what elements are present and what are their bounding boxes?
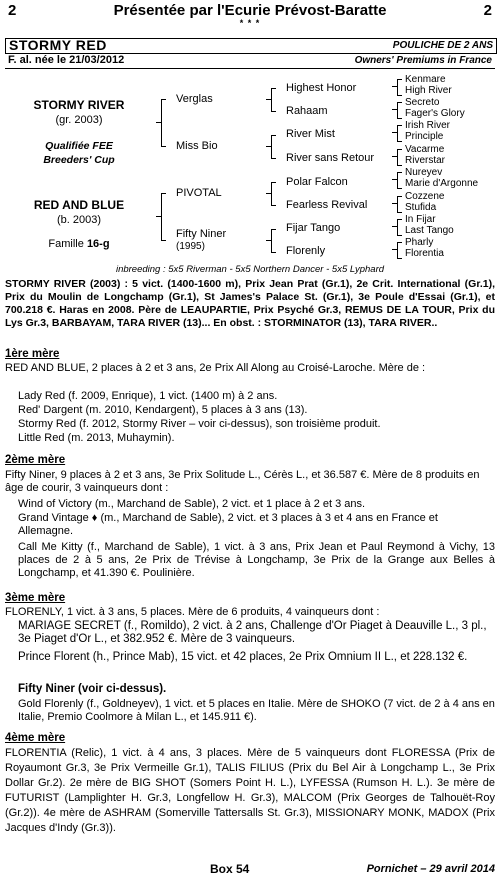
gen4-name: Fager's Glory (405, 108, 465, 119)
bracket-tick (392, 179, 397, 180)
dam1-intro: RED AND BLUE, 2 places à 2 et 3 ans, 2e Prix All Along au Croisé-Laroche. Mère de : (5, 362, 426, 374)
gen4-name: Principle (405, 131, 444, 142)
consignor-title: Présentée par l'Ecurie Prévost-Baratte (113, 2, 387, 19)
bracket-tick (392, 109, 397, 110)
gen4-name: Secreto (405, 97, 440, 108)
gen4-name: Kenmare (405, 74, 446, 85)
section-2nd-dam: 2ème mère (5, 454, 66, 466)
sire-name: STORMY RIVER (33, 98, 125, 112)
gen4-name: Irish River (405, 120, 451, 131)
dam2-produce: Grand Vintage ♦ (m., Marchand de Sable), 2 vict. et 3 places à 3 et 4 ans en France et Allemagne. (18, 512, 438, 537)
sire-note-1: Qualifiée FEE (45, 140, 113, 152)
gen4-name: In Fijar (405, 214, 436, 225)
gen3-name: Polar Falcon (286, 176, 348, 188)
gen3-name: Rahaam (286, 105, 328, 117)
page-number-right: 2 (483, 2, 492, 19)
gen3-name: Florenly (286, 245, 326, 257)
page-number-left: 2 (8, 2, 17, 19)
gen4-name: High River (405, 85, 452, 96)
bracket (271, 88, 276, 112)
bracket-tick (392, 249, 397, 250)
bracket-tick (392, 226, 397, 227)
bracket (161, 99, 166, 147)
bracket (397, 172, 402, 189)
sire-paragraph: STORMY RIVER (2003) : 5 vict. (1400-1600 m), Prix Jean Prat (Gr.1), 2e Crit. International (Gr.1), Prix du Moulin de Longchamp (Gr.1), St James's Palace St. (Gr.1), 3e Poule d'Essai (Gr.1), et 700.218 €. Haras en 2008. Père de LEAUPARTIE, Prix Psyché Gr.3, REMUS DE LA TOUR, Prix du Lys Gr.3, BARBAYAM, TARA RIVER (13)... En obst. : STORMINATOR (13), TARA RIVER.. (5, 278, 495, 329)
gen2-name: PIVOTAL (176, 187, 222, 199)
bracket (397, 149, 402, 166)
bracket-tick (266, 193, 271, 194)
bracket-tick (392, 86, 397, 87)
gen3-name: Highest Honor (286, 82, 357, 94)
bracket-tick (266, 146, 271, 147)
section-3rd-dam: 3ème mère (5, 592, 66, 604)
dam2-produce: Call Me Kitty (f., Marchand de Sable), 1 vict. à 3 ans, Prix Jean et Paul Reymond à Vichy, 13 places de 2 à 5 ans, 2e Prix de Trévise à Longchamp, 3e Prix de la Grange aux Belles à Longchamp, et 41.390 €. Poulinière. (18, 541, 495, 579)
section-4th-dam: 4ème mère (5, 732, 66, 744)
horse-subline (5, 54, 495, 69)
gen3-name: River sans Retour (286, 152, 375, 164)
bracket-tick (392, 203, 397, 204)
gen3-name: River Mist (286, 128, 335, 140)
bracket (397, 219, 402, 236)
gen4-name: Riverstar (405, 155, 446, 166)
dam2-intro: Fifty Niner, 9 places à 2 et 3 ans, 3e Prix Solitude L., Cérès L., et 36.587 €. Mère de 8 produits en âge de courir, 3 vainqueurs dont : (5, 469, 480, 494)
family-label: Famille (48, 238, 84, 250)
bracket-tick (266, 99, 271, 100)
gen4-name: Marie d'Argonne (405, 178, 479, 189)
gen4-name: Vacarme (405, 144, 445, 155)
dam-info: (b. 2003) (56, 214, 102, 226)
page-footer (0, 862, 500, 876)
bracket (271, 182, 276, 206)
bracket (397, 79, 402, 96)
gen4-name: Florentia (405, 248, 444, 259)
bracket-tick (266, 240, 271, 241)
gen3-name: Fearless Revival (286, 199, 368, 211)
horse-name: STORMY RED (9, 37, 107, 53)
dam4-paragraph: FLORENTIA (Relic), 1 vict. à 4 ans, 3 places. Mère de 5 vainqueurs dont FLORESSA (Prix de Royaumont Gr.3, 3e Prix Vermeille Gr.1), TALIS FILIUS (Prix du Bel Air à Longchamp L., 3e Prix Dollar Gr.2). 2e mère de BIG SHOT (Somers Point H. L.), LYFESSA (Rumson H. L.). 3e mère de FUTURIST (Lamplighter H. Gr.3, Longfellow H. Gr.3), MALCOM (Prix Georges de Talhouët-Roy (Gr.2)). 4e mère de ASHRAM (Somerville Tattersalls St. Gr.3), MISSIONARY MONK, MADOX (Prix Jacques d'Indy (Gr.3)). (5, 747, 495, 834)
bracket-tick (156, 216, 161, 217)
dam2-produce: Wind of Victory (m., Marchand de Sable), 2 vict. et 1 place à 2 et 3 ans. (18, 498, 366, 510)
bracket-tick (392, 132, 397, 133)
bracket (397, 125, 402, 142)
dam3-intro: FLORENLY, 1 vict. à 3 ans, 5 places. Mère de 6 produits, 4 vainqueurs dont : (5, 606, 380, 618)
sale-place-date: Pornichet – 29 avril 2014 (366, 863, 495, 875)
dam1-produce: Red' Dargent (m. 2010, Kendargent), 5 places à 3 ans (13). (18, 404, 308, 416)
section-1st-dam: 1ère mère (5, 348, 60, 360)
bracket (397, 102, 402, 119)
bracket (271, 135, 276, 159)
page-header (0, 2, 500, 18)
dam1-produce: Lady Red (f. 2009, Enrique), 1 vict. (1400 m) à 2 ans. (18, 390, 278, 402)
family-number: 16-g (86, 238, 110, 250)
dam1-produce: Little Red (m. 2013, Muhaymin). (18, 432, 175, 444)
gen2-name: Miss Bio (176, 140, 218, 152)
gen2-name: Fifty Niner (176, 228, 227, 240)
gen3-name: Fijar Tango (286, 222, 341, 234)
gen2-year: (1995) (176, 241, 205, 252)
dam3-produce: Gold Florenly (f., Goldneyev), 1 vict. et 5 places en Italie. Mère de SHOKO (7 vict. de 2 à 4 ans en Italie, Premio Coolmore à Milan L., et 145.911 €). (18, 698, 495, 723)
bracket (397, 242, 402, 259)
sire-info: (gr. 2003) (55, 114, 103, 126)
horse-sex-age: POULICHE DE 2 ANS (392, 40, 493, 51)
inbreeding-line: inbreeding : 5x5 Riverman - 5x5 Northern Dancer - 5x5 Lyphard (115, 264, 385, 275)
horse-name-box (5, 38, 497, 54)
gen4-name: Stufida (405, 202, 437, 213)
bracket-tick (392, 156, 397, 157)
birth-date: F. al. née le 21/03/2012 (8, 54, 125, 66)
dam3-produce: Fifty Niner (voir ci-dessus). (18, 683, 167, 695)
bracket (161, 193, 166, 241)
dam3-produce: Prince Florent (h., Prince Mab), 15 vict. et 42 places, 2e Prix Omnium II L., et 228.132 €. (18, 651, 468, 663)
bracket (271, 229, 276, 253)
stars-separator: * * * (239, 18, 261, 28)
family (5, 238, 153, 250)
dam-name: RED AND BLUE (33, 198, 125, 212)
gen4-name: Nureyev (405, 167, 443, 178)
bracket (397, 196, 402, 213)
sire-note-2: Breeders' Cup (43, 154, 115, 166)
gen4-name: Last Tango (405, 225, 454, 236)
gen4-name: Cozzene (405, 191, 445, 202)
gen4-name: Pharly (405, 237, 434, 248)
dam1-produce: Stormy Red (f. 2012, Stormy River – voir ci-dessus), son troisième produit. (18, 418, 381, 430)
gen2-name: Verglas (176, 93, 213, 105)
bracket-tick (156, 122, 161, 123)
dam3-produce: MARIAGE SECRET (f., Romildo), 2 vict. à 2 ans, Challenge d'Or Piaget à Deauville L., 3 pl., 3e Piaget d'Or L., et 382.952 €. Mère de 3 vainqueurs. (18, 620, 487, 645)
owners-premiums: Owners' Premiums in France (354, 55, 492, 66)
box-number: Box 54 (210, 862, 250, 876)
